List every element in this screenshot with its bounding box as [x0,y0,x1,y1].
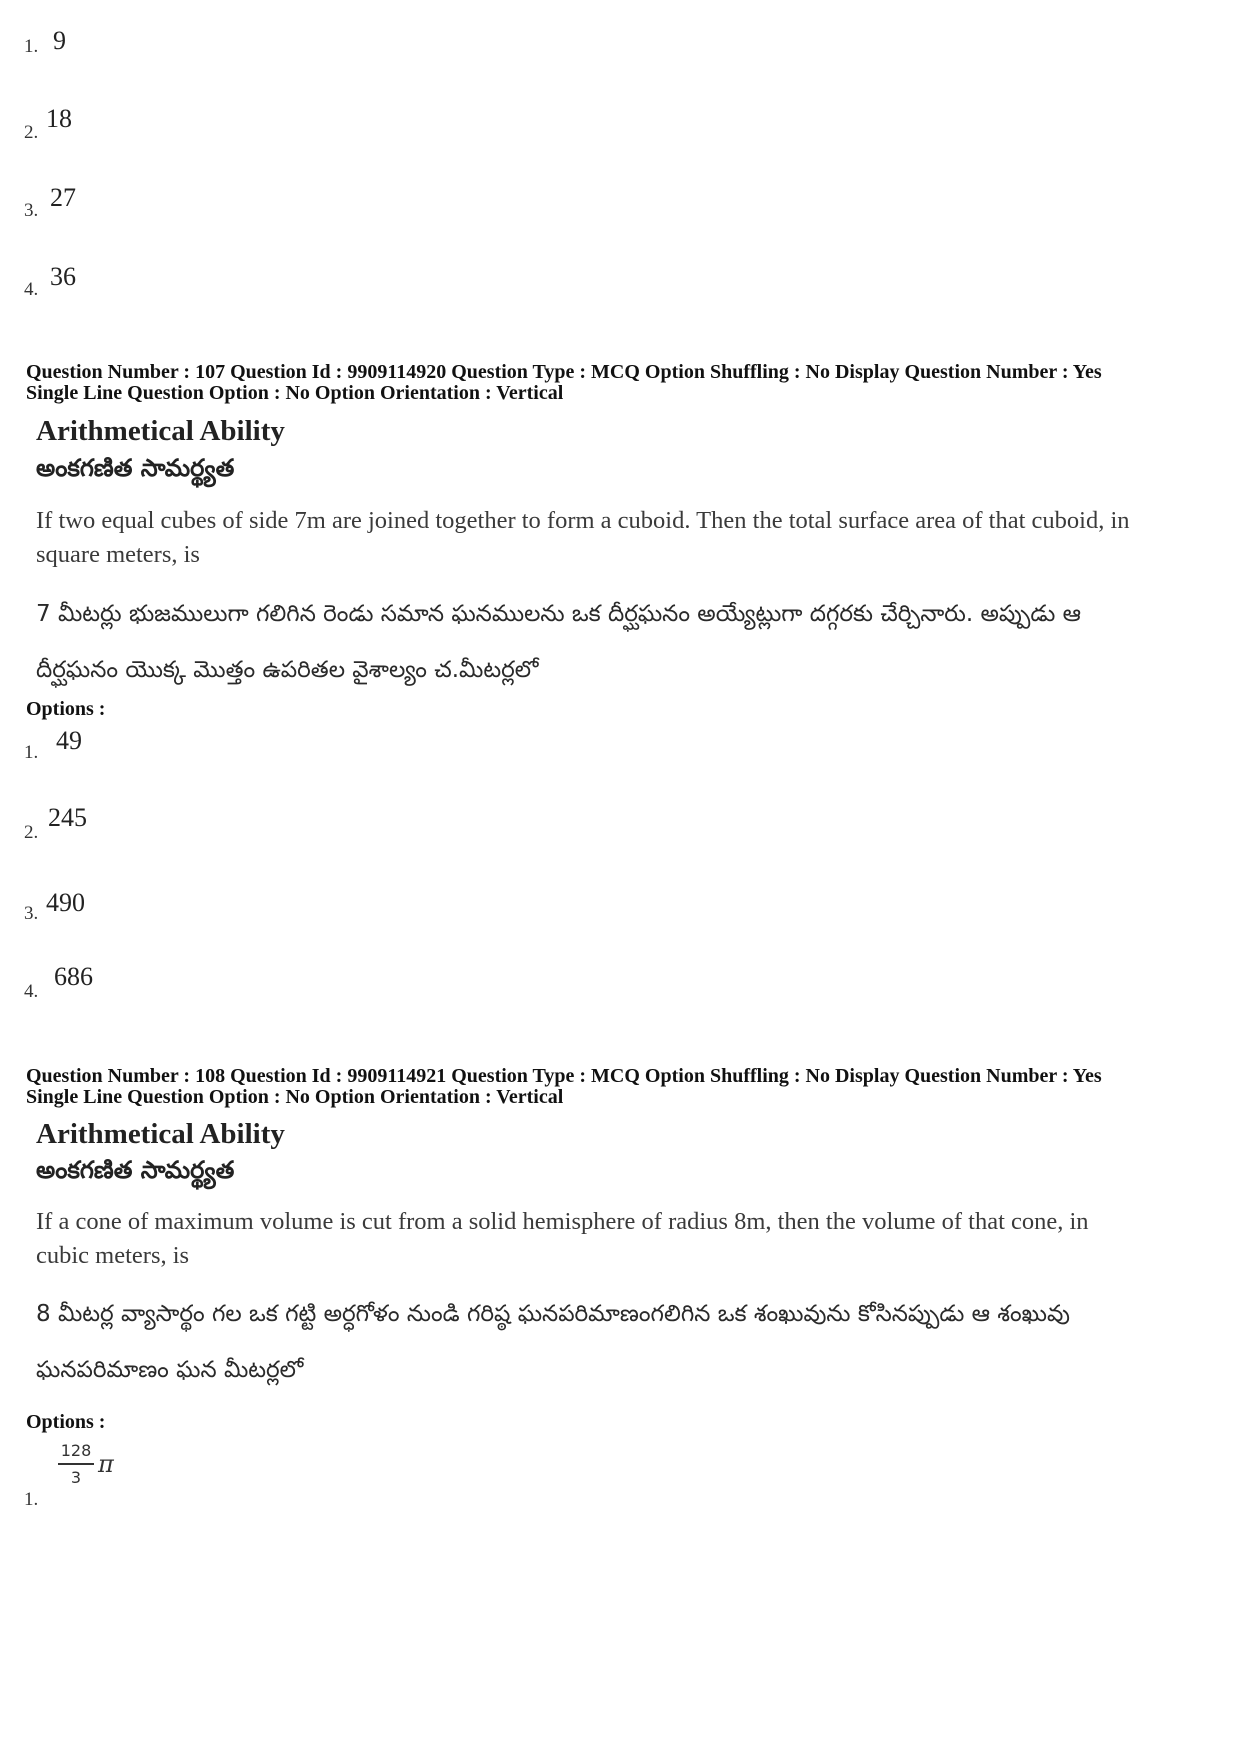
option-3-value[interactable]: 490 [46,888,85,917]
subject-title-telugu: అంకగణిత సామర్థ్యత [36,1156,235,1184]
option-1-value[interactable]: 49 [56,726,82,755]
options-label: Options : [26,1411,106,1433]
pi-symbol: π [98,1449,114,1478]
prev-option-4-value[interactable]: 36 [50,262,76,291]
option-4-number: 4. [24,981,39,1002]
prev-option-2-value[interactable]: 18 [46,104,72,133]
options-label: Options : [26,698,106,720]
question-meta-line-1: Question Number : 107 Question Id : 9909114920 Question Type : MCQ Option Shuffling : No Display Question Number : Yes [26,361,1102,383]
question-meta-line-2: Single Line Question Option : No Option Orientation : Vertical [26,382,564,404]
prev-option-2-number: 2. [24,122,39,143]
question-text-telugu: 7 మీటర్లు భుజములుగా గలిగిన రెండు సమాన ఘనములను ఒక దీర్ఘఘనం అయ్యేట్లుగా దగ్గరకు చేర్చినారు. అప్పుడు ఆ దీర్ఘఘనం యొక్క మొత్తం ఉపరితల వైశాల్యం చ.మీటర్లలో [36,601,1081,683]
fraction-bar [58,1463,94,1465]
question-meta-line-1: Question Number : 108 Question Id : 9909114921 Question Type : MCQ Option Shuffling : No Display Question Number : Yes [26,1065,1102,1087]
fraction-denominator: 3 [70,1467,82,1487]
subject-title-telugu: అంకగణిత సామర్థ్యత [36,454,235,482]
prev-option-3-number: 3. [24,200,39,221]
question-text-telugu: 8 మీటర్ల వ్యాసార్థం గల ఒక గట్టి అర్ధగోళం నుండి గరిష్ఠ ఘనపరిమాణంగలిగిన ఒక శంఖువును కోసినప్పుడు ఆ శంఖువు ఘనపరిమాణం ఘన మీటర్లలో [36,1301,1070,1383]
subject-title-english: Arithmetical Ability [36,415,285,447]
fraction [58,1441,94,1487]
option-4-value[interactable]: 686 [54,962,93,991]
question-meta-line-2: Single Line Question Option : No Option Orientation : Vertical [26,1086,564,1108]
prev-option-4-number: 4. [24,279,39,300]
option-2-number: 2. [24,822,39,843]
prev-option-1-value[interactable]: 9 [53,26,66,55]
prev-option-1-number: 1. [24,36,39,57]
option-1-value[interactable] [58,1441,114,1487]
subject-title-english: Arithmetical Ability [36,1118,285,1150]
question-text-english: If a cone of maximum volume is cut from a solid hemisphere of radius 8m, then the volume of that cone, in cubic meters, is [36,1208,1089,1269]
option-2-value[interactable]: 245 [48,803,87,832]
fraction-numerator: 128 [60,1441,92,1460]
prev-option-3-value[interactable]: 27 [50,183,76,212]
option-1-number: 1. [24,742,39,763]
option-1-number: 1. [24,1489,39,1510]
question-text-english: If two equal cubes of side 7m are joined together to form a cuboid. Then the total surface area of that cuboid, in square meters, is [36,507,1130,568]
option-3-number: 3. [24,903,39,924]
